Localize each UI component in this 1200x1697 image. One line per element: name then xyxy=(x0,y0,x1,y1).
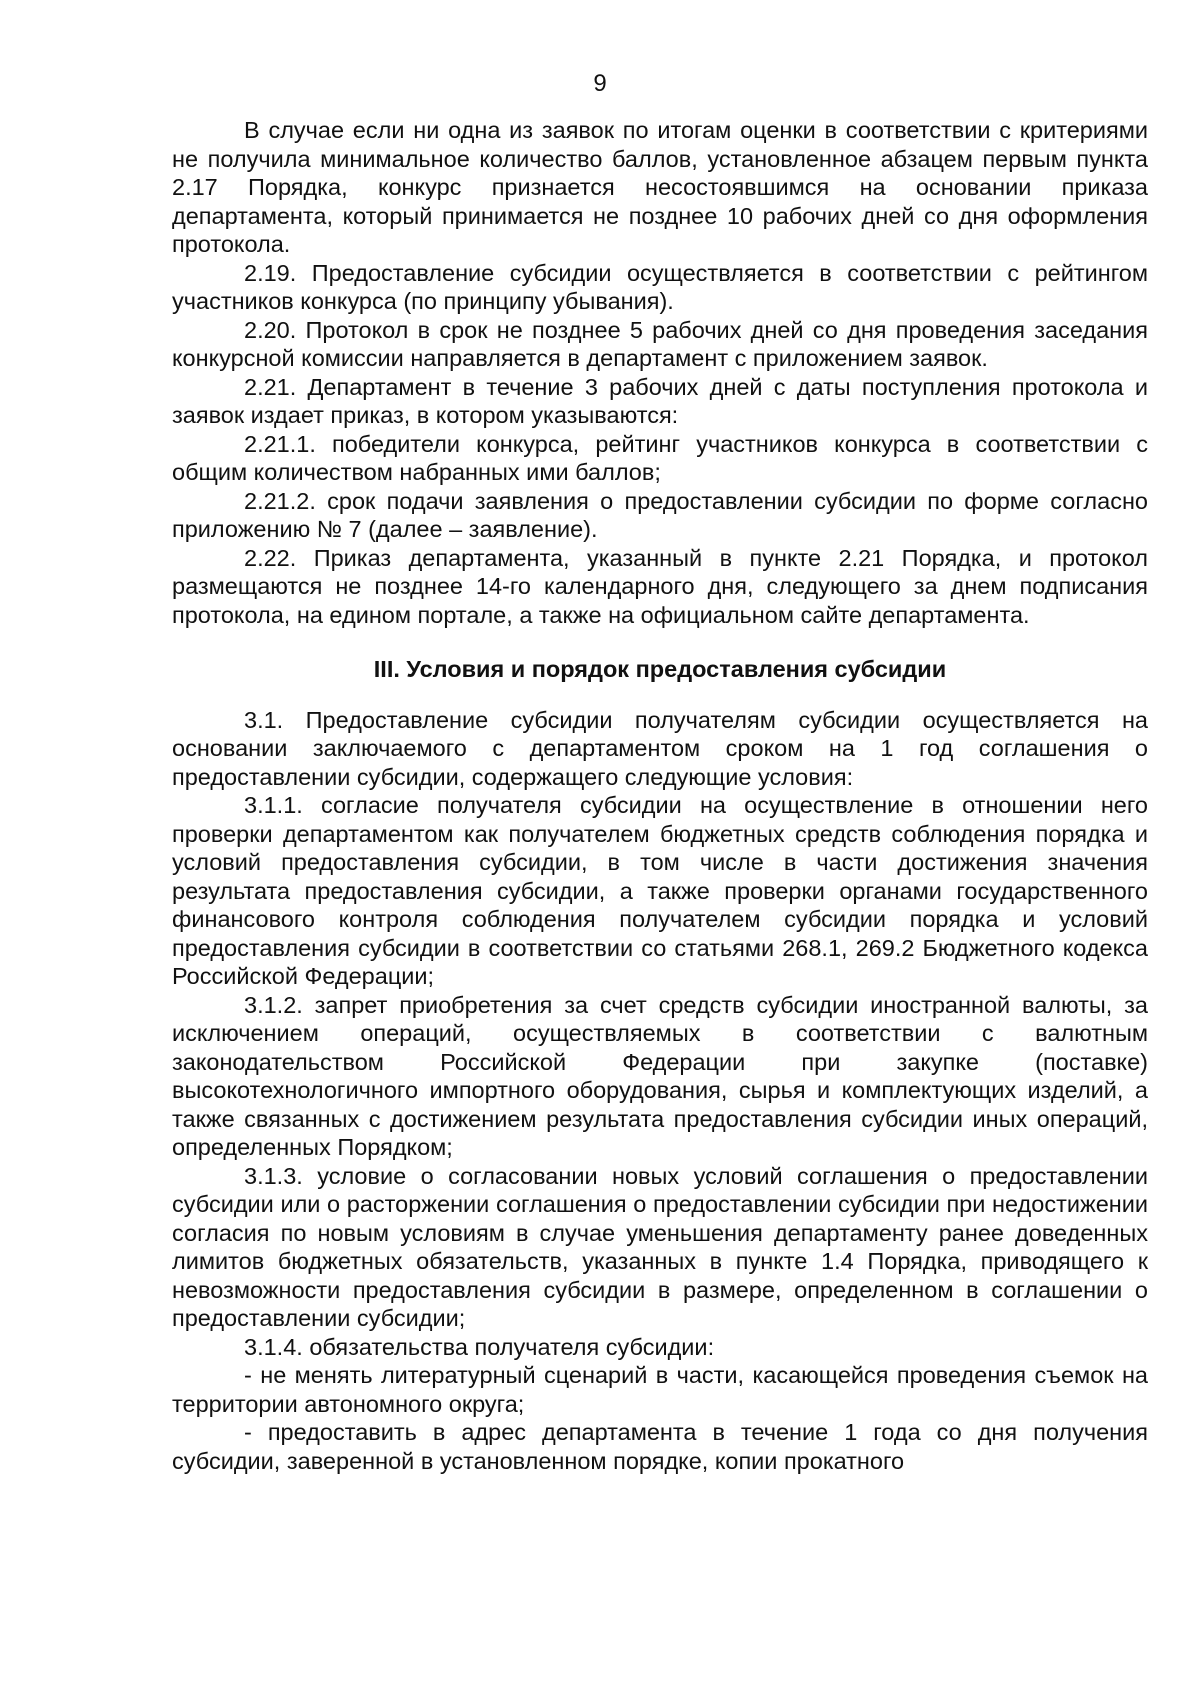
paragraph-2-21-2: 2.21.2. срок подачи заявления о предоставлении субсидии по форме согласно приложению № 7 (далее – заявление). xyxy=(172,487,1148,542)
paragraph-2-21: 2.21. Департамент в течение 3 рабочих дней с даты поступления протокола и заявок издает приказ, в котором указываются: xyxy=(172,373,1148,428)
document-body xyxy=(172,116,1148,1475)
page-number: 9 xyxy=(593,70,607,97)
paragraph-2-21-1: 2.21.1. победители конкурса, рейтинг участников конкурса в соответствии с общим количеством набранных ими баллов; xyxy=(172,430,1148,485)
paragraph-3-1-2: 3.1.2. запрет приобретения за счет средств субсидии иностранной валюты, за исключением операций, осуществляемых в соответствии с валютным законодательством Российской Федерации при закупке (поставке) высокотехнологичного импортного оборудования, сырья и комплектующих изделий, а также связанных с достижением результата предоставления субсидии иных операций, определенных Порядком; xyxy=(172,991,1148,1160)
paragraph-3-1-1: 3.1.1. согласие получателя субсидии на осуществление в отношении него проверки департаментом как получателем бюджетных средств соблюдения порядка и условий предоставления субсидии, в том числе в части достижения значения результата предоставления субсидии, а также проверки органами государственного финансового контроля соблюдения получателем субсидии порядка и условий предоставления субсидии в соответствии со статьями 268.1, 269.2 Бюджетного кодекса Российской Федерации; xyxy=(172,792,1148,989)
paragraph-3-1-4: 3.1.4. обязательства получателя субсидии: xyxy=(244,1333,715,1360)
paragraph-3-1: 3.1. Предоставление субсидии получателям субсидии осуществляется на основании заключаемого с департаментом сроком на 1 год соглашения о предоставлении субсидии, содержащего следующие условия: xyxy=(172,706,1148,790)
paragraph-contest-failed: В случае если ни одна из заявок по итогам оценки в соответствии с критериями не получила минимальное количество баллов, установленное абзацем первым пункта 2.17 Порядка, конкурс признается несостоявшимся на основании приказа департамента, который принимается не позднее 10 рабочих дней со дня оформления протокола. xyxy=(172,117,1148,257)
paragraph-3-1-3: 3.1.3. условие о согласовании новых условий соглашения о предоставлении субсидии или о расторжении соглашения о предоставлении субсидии при недостижении согласия по новым условиям в случае уменьшения департаменту ранее доведенных лимитов бюджетных обязательств, указанных в пункте 1.4 Порядка, приводящего к невозможности предоставления субсидии в размере, определенном в соглашении о предоставлении субсидии; xyxy=(172,1162,1148,1331)
paragraph-2-22: 2.22. Приказ департамента, указанный в пункте 2.21 Порядка, и протокол размещаются не позднее 14-го календарного дня, следующего за днем подписания протокола, на едином портале, а также на официальном сайте департамента. xyxy=(172,544,1148,628)
list-item-rental-copy: - предоставить в адрес департамента в течение 1 года со дня получения субсидии, заверенной в установленном порядке, копии прокатного xyxy=(172,1419,1148,1474)
list-item-screenplay: - не менять литературный сценарий в части, касающейся проведения съемок на территории автономного округа; xyxy=(172,1362,1148,1417)
paragraph-2-19: 2.19. Предоставление субсидии осуществляется в соответствии с рейтингом участников конкурса (по принципу убывания). xyxy=(172,259,1148,314)
paragraph-2-20: 2.20. Протокол в срок не позднее 5 рабочих дней со дня проведения заседания конкурсной комиссии направляется в департамент с приложением заявок. xyxy=(172,316,1148,371)
section-heading: III. Условия и порядок предоставления субсидии xyxy=(373,656,947,682)
